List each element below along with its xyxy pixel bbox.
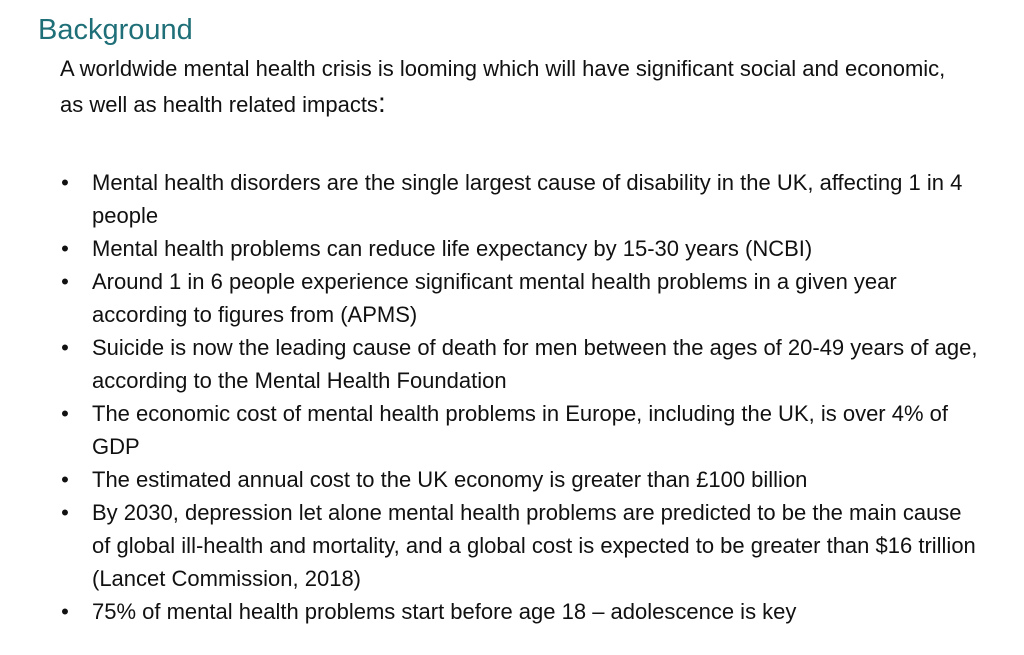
bullet-icon: • bbox=[61, 467, 69, 492]
bullet-icon: • bbox=[61, 269, 69, 294]
list-item bbox=[60, 496, 980, 595]
list-item-text: Suicide is now the leading cause of death for men between the ages of 20-49 years of age, according to the Mental Health Foundation bbox=[92, 335, 978, 393]
list-item-text: Mental health disorders are the single largest cause of disability in the UK, affecting 1 in 4 people bbox=[92, 170, 963, 228]
list-item-text: The economic cost of mental health problems in Europe, including the UK, is over 4% of GDP bbox=[92, 401, 949, 459]
bullet-list bbox=[60, 166, 980, 628]
bullet-icon: • bbox=[61, 236, 69, 261]
bullet-icon: • bbox=[61, 500, 69, 525]
bullet-icon: • bbox=[61, 170, 69, 195]
bullet-icon: • bbox=[61, 401, 69, 426]
list-item-text: 75% of mental health problems start before age 18 – adolescence is key bbox=[92, 599, 797, 624]
list-item-text: Mental health problems can reduce life expectancy by 15-30 years (NCBI) bbox=[92, 236, 813, 261]
intro-colon: : bbox=[377, 87, 386, 118]
intro-paragraph bbox=[60, 52, 960, 122]
list-item-text: By 2030, depression let alone mental health problems are predicted to be the main cause of global ill-health and mortality, and a global cost is expected to be greater than $16 trillion (Lancet Commission, 2018) bbox=[92, 500, 976, 591]
list-item bbox=[60, 463, 980, 496]
bullet-icon: • bbox=[61, 599, 69, 624]
list-item bbox=[60, 595, 980, 628]
list-item bbox=[60, 331, 980, 397]
list-item bbox=[60, 397, 980, 463]
page-title: Background bbox=[38, 14, 193, 46]
intro-text: A worldwide mental health crisis is looming which will have significant social and economic, as well as health related impacts bbox=[60, 56, 946, 117]
bullet-icon: • bbox=[61, 335, 69, 360]
list-item-text: The estimated annual cost to the UK economy is greater than £100 billion bbox=[92, 467, 808, 492]
list-item-text: Around 1 in 6 people experience significant mental health problems in a given year according to figures from (APMS) bbox=[92, 269, 897, 327]
list-item bbox=[60, 232, 980, 265]
list-item bbox=[60, 166, 980, 232]
list-item bbox=[60, 265, 980, 331]
